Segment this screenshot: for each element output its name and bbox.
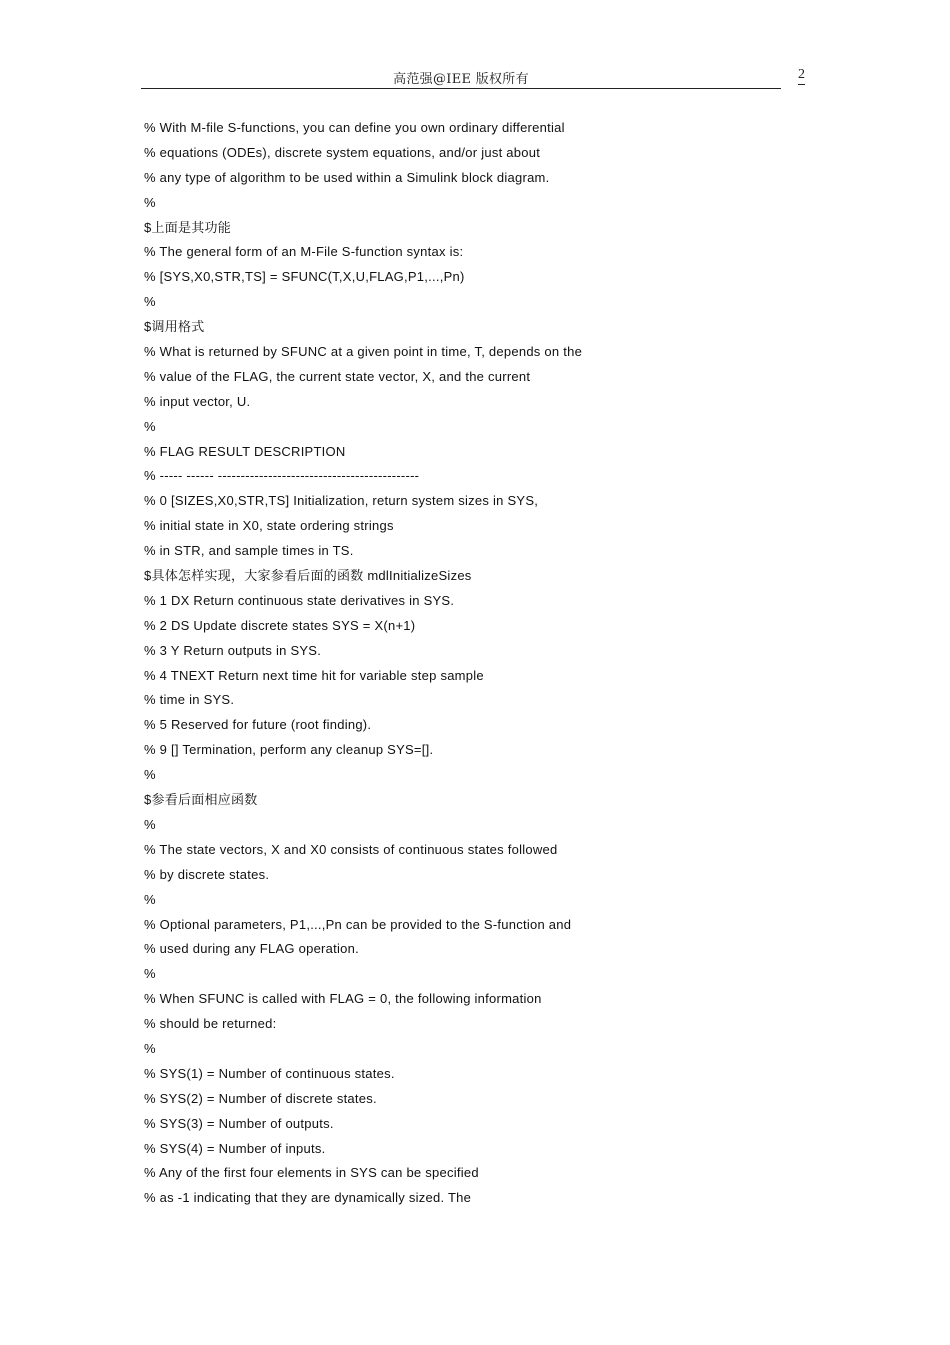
code-line: % equations (ODEs), discrete system equations, and/or just about [144,144,541,160]
page-number: 2 [798,66,805,85]
code-line: % [144,294,156,310]
code-line: % should be returned: [144,1016,277,1032]
code-line: % 9 [] Termination, perform any cleanup SYS=[]. [144,742,434,758]
code-line: % time in SYS. [144,692,235,708]
code-line: % 5 Reserved for future (root finding). [144,717,372,733]
code-line: % [144,767,156,783]
code-line: % [144,418,156,434]
code-line: % The general form of an M-File S-function syntax is: [144,244,464,260]
code-line: % input vector, U. [144,393,251,409]
code-line: % 1 DX Return continuous state derivatives in SYS. [144,592,455,608]
code-line: $具体怎样实现，大家参看后面的函数 mdlInitializeSizes [144,568,472,584]
header-title: 高范强@IEE 版权所有 [393,72,529,87]
code-line: $调用格式 [144,319,205,335]
code-line: % [144,966,156,982]
code-line: % any type of algorithm to be used within a Simulink block diagram. [144,169,550,185]
code-line: % used during any FLAG operation. [144,941,359,957]
code-line: % [144,891,156,907]
code-line: % 0 [SIZES,X0,STR,TS] Initialization, return system sizes in SYS, [144,493,539,509]
code-line: $参看后面相应函数 [144,792,258,808]
code-line: % The state vectors, X and X0 consists of continuous states followed [144,841,558,857]
code-line: % ----- ------ -------------------------------------------- [144,468,420,484]
code-line: % What is returned by SFUNC at a given point in time, T, depends on the [144,344,583,360]
code-line: % 2 DS Update discrete states SYS = X(n+1) [144,617,416,633]
code-line: $上面是其功能 [144,219,231,235]
code-line: % in STR, and sample times in TS. [144,543,354,559]
code-line: % SYS(4) = Number of inputs. [144,1140,326,1156]
code-line: % SYS(2) = Number of discrete states. [144,1090,377,1106]
code-line: % as -1 indicating that they are dynamically sized. The [144,1190,472,1206]
code-line: % FLAG RESULT DESCRIPTION [144,443,346,459]
code-line: % Optional parameters, P1,...,Pn can be provided to the S-function and [144,916,572,932]
code-line: % [144,816,156,832]
code-line: % 3 Y Return outputs in SYS. [144,642,322,658]
code-line: % When SFUNC is called with FLAG = 0, the following information [144,991,542,1007]
code-line: % value of the FLAG, the current state vector, X, and the current [144,368,531,384]
code-line: % by discrete states. [144,866,270,882]
code-line: % SYS(1) = Number of continuous states. [144,1065,395,1081]
code-line: % With M-file S-functions, you can define you own ordinary differential [144,120,565,135]
page-header [141,66,781,89]
code-line: % [144,194,156,210]
code-line: % SYS(3) = Number of outputs. [144,1115,334,1131]
code-line: % initial state in X0, state ordering strings [144,518,394,534]
code-line: % [144,1040,156,1056]
code-line: % [SYS,X0,STR,TS] = SFUNC(T,X,U,FLAG,P1,...,Pn) [144,269,465,285]
code-listing [144,118,844,1213]
code-line: % 4 TNEXT Return next time hit for variable step sample [144,667,484,683]
code-line: % Any of the first four elements in SYS can be specified [144,1165,479,1181]
